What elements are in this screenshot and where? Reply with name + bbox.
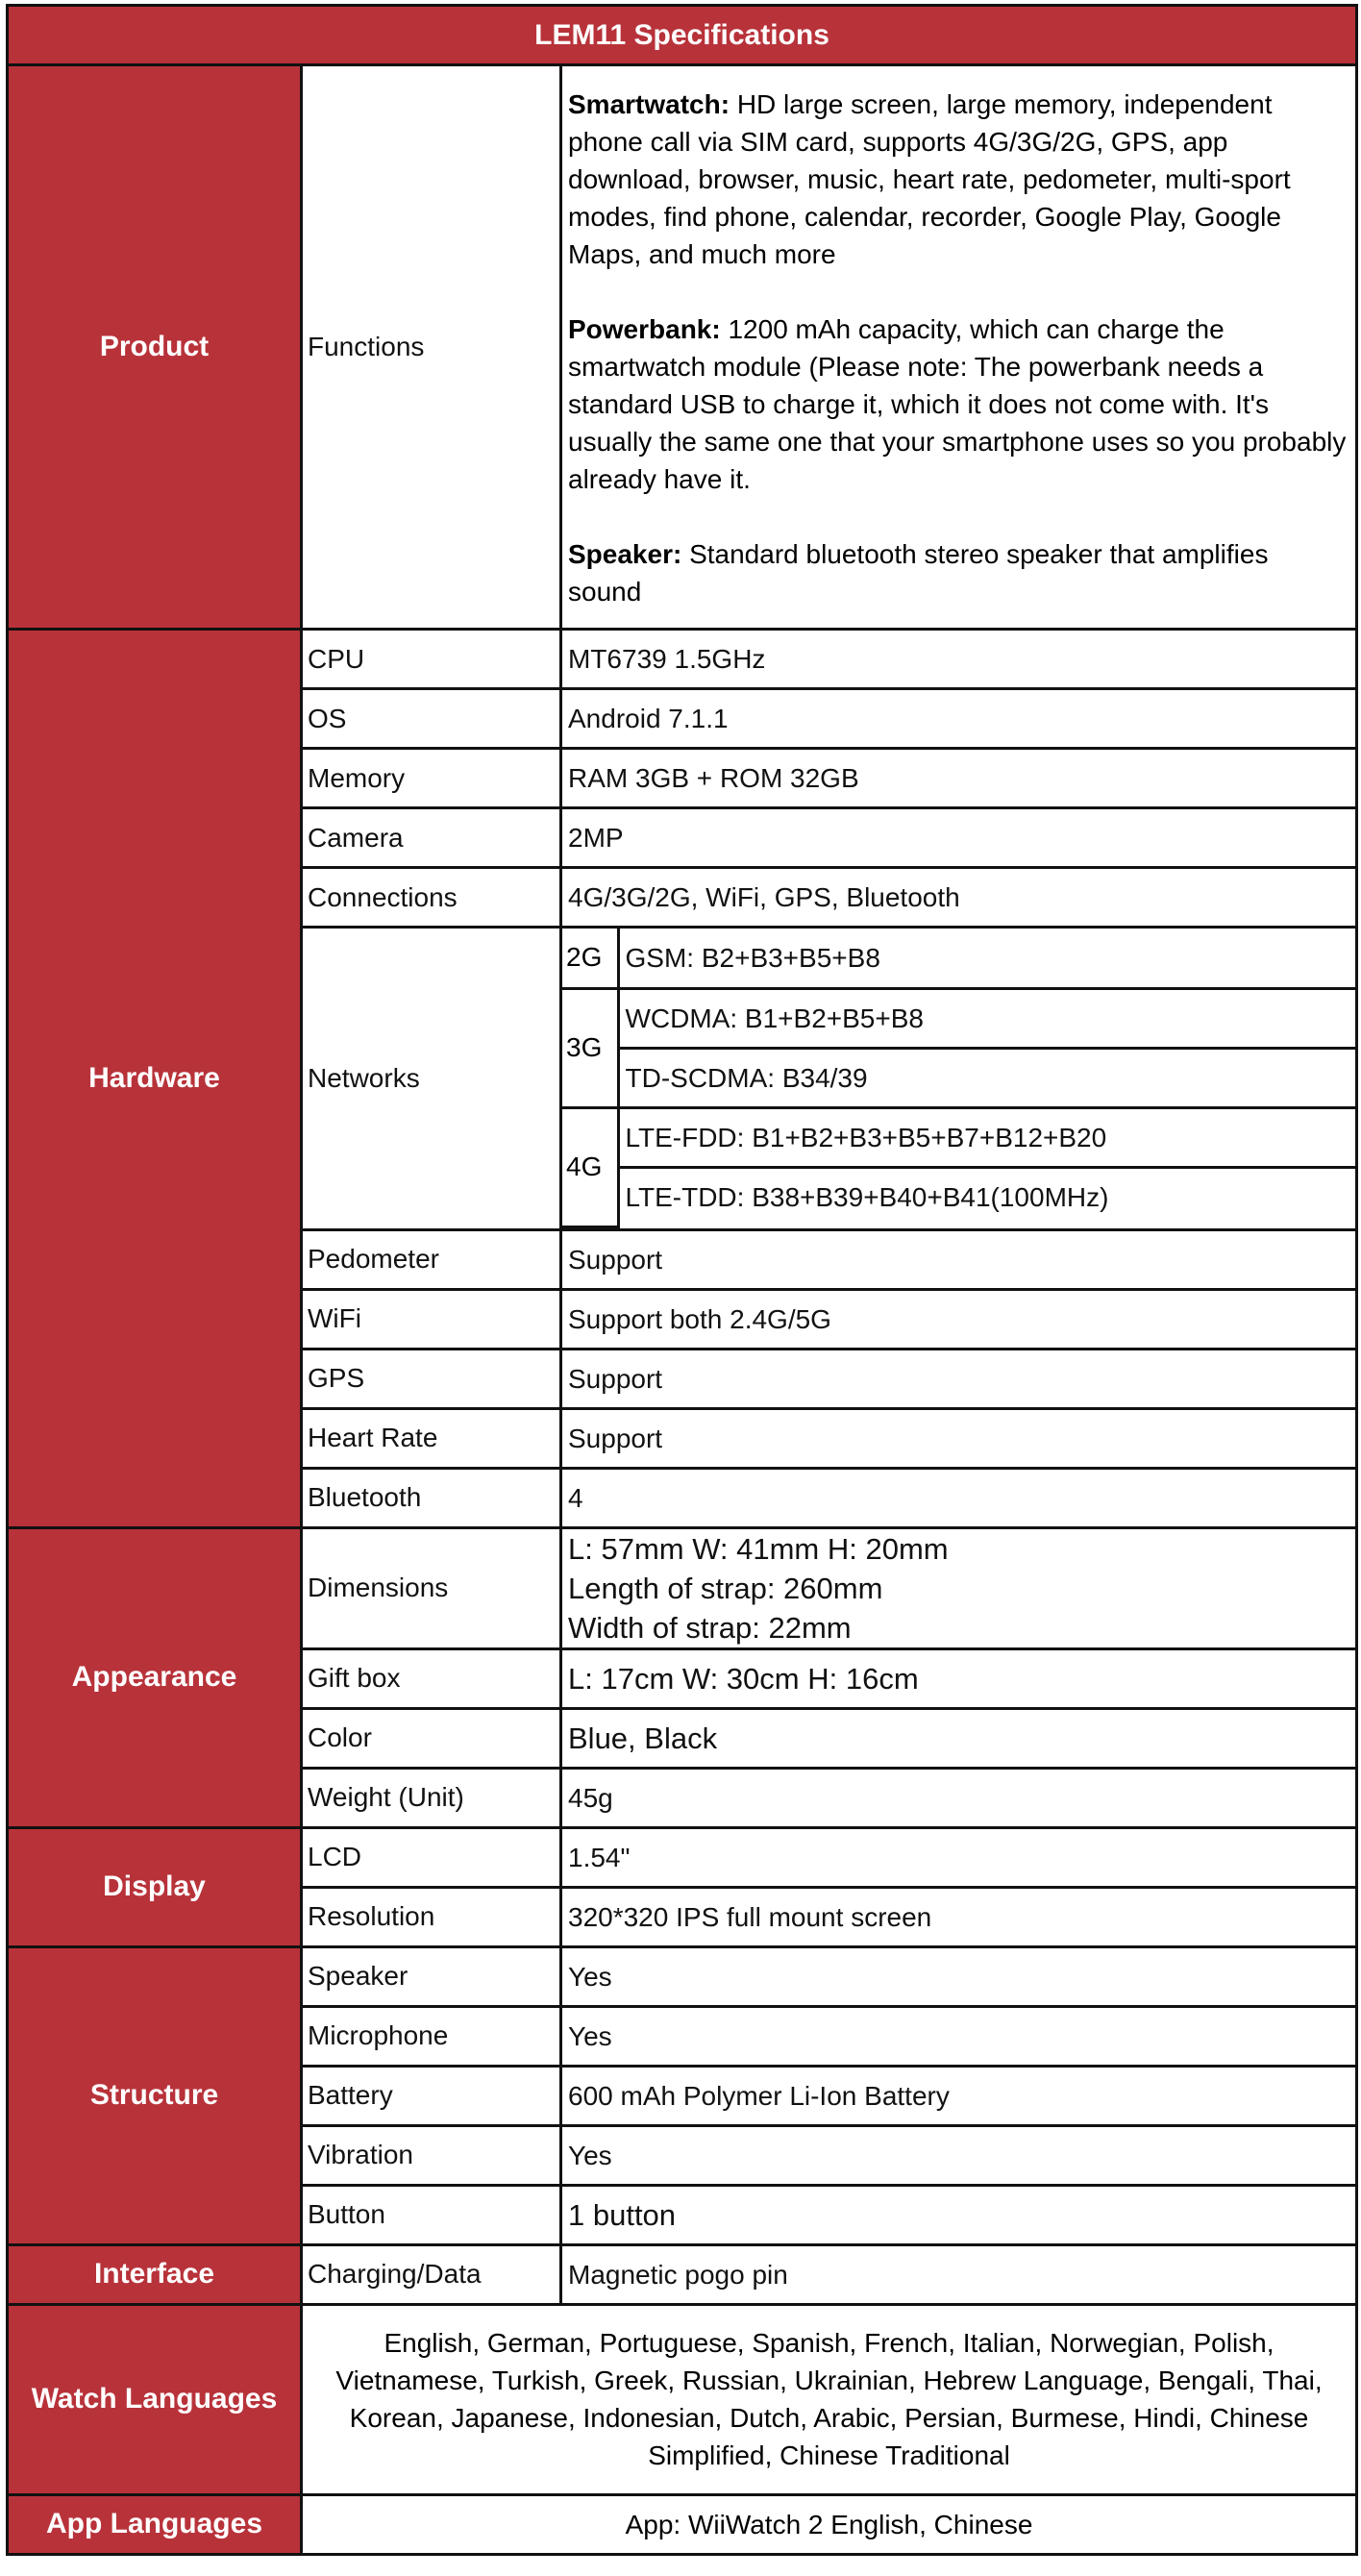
label-connections: Connections bbox=[302, 868, 561, 928]
label-networks: Networks bbox=[302, 928, 561, 1230]
hardware-cpu-row bbox=[8, 630, 1357, 689]
value-connections: 4G/3G/2G, WiFi, GPS, Bluetooth bbox=[561, 868, 1357, 928]
speaker-text: Standard bluetooth stereo speaker that amplifies sound bbox=[568, 539, 1269, 607]
network-3g-td-row bbox=[562, 1048, 1355, 1107]
label-battery: Battery bbox=[302, 2066, 561, 2125]
speaker-paragraph bbox=[568, 535, 1348, 610]
product-functions-row bbox=[8, 65, 1357, 630]
value-wifi: Support both 2.4G/5G bbox=[561, 1289, 1357, 1349]
app-languages-row bbox=[8, 2494, 1357, 2554]
network-4g-fdd-row bbox=[562, 1107, 1355, 1167]
network-4g-tdd: LTE-TDD: B38+B39+B40+B41(100MHz) bbox=[618, 1167, 1355, 1226]
spec-table bbox=[6, 4, 1358, 2556]
category-app-languages: App Languages bbox=[8, 2494, 302, 2554]
network-3g-tdscdma: TD-SCDMA: B34/39 bbox=[618, 1048, 1355, 1107]
display-lcd-row bbox=[8, 1827, 1357, 1887]
label-color: Color bbox=[302, 1708, 561, 1768]
network-4g-fdd: LTE-FDD: B1+B2+B3+B5+B7+B12+B20 bbox=[618, 1107, 1355, 1167]
label-wifi: WiFi bbox=[302, 1289, 561, 1349]
label-gift-box: Gift box bbox=[302, 1648, 561, 1708]
label-bluetooth: Bluetooth bbox=[302, 1468, 561, 1527]
appearance-dimensions-row bbox=[8, 1527, 1357, 1648]
value-os: Android 7.1.1 bbox=[561, 689, 1357, 749]
label-gps: GPS bbox=[302, 1349, 561, 1408]
label-dimensions: Dimensions bbox=[302, 1527, 561, 1648]
category-appearance: Appearance bbox=[8, 1527, 302, 1827]
value-resolution: 320*320 IPS full mount screen bbox=[561, 1887, 1357, 1946]
label-vibration: Vibration bbox=[302, 2125, 561, 2185]
watch-languages-row bbox=[8, 2304, 1357, 2494]
value-weight: 45g bbox=[561, 1768, 1357, 1827]
network-2g-label: 2G bbox=[562, 929, 618, 988]
value-gift-box: L: 17cm W: 30cm H: 16cm bbox=[561, 1648, 1357, 1708]
value-watch-languages: English, German, Portuguese, Spanish, French, Italian, Norwegian, Polish, Vietnamese, Turkish, Greek, Russian, Ukrainian, Hebrew Language, Bengali, Thai, Korean, Japanese, Indonesian, Dutch, Arabic, Persian, Burmese, Hindi, Chinese Simplified, Chinese Traditional bbox=[302, 2304, 1357, 2494]
networks-table bbox=[562, 929, 1355, 1228]
category-structure: Structure bbox=[8, 1946, 302, 2244]
structure-speaker-row bbox=[8, 1946, 1357, 2006]
value-bluetooth: 4 bbox=[561, 1468, 1357, 1527]
value-networks bbox=[561, 928, 1357, 1230]
value-cpu: MT6739 1.5GHz bbox=[561, 630, 1357, 689]
smartwatch-text: HD large screen, large memory, independent phone call via SIM card, supports 4G/3G/2G, GPS, app download, browser, music, heart rate, pedometer, multi-sport modes, find phone, calendar, recorder, Google Play, Google Maps, and much more bbox=[568, 89, 1291, 269]
powerbank-text: 1200 mAh capacity, which can charge the smartwatch module (Please note: The powerbank needs a standard USB to charge it, which it does not come with. It's usually the same one that your smartphone uses so you probably already have it. bbox=[568, 314, 1347, 494]
value-camera: 2MP bbox=[561, 808, 1357, 868]
value-color: Blue, Black bbox=[561, 1708, 1357, 1768]
powerbank-heading: Powerbank: bbox=[568, 314, 721, 344]
dimensions-line-2: Length of strap: 260mm bbox=[568, 1571, 883, 1605]
label-charging: Charging/Data bbox=[302, 2244, 561, 2304]
spec-sheet bbox=[6, 4, 1355, 2556]
value-battery: 600 mAh Polymer Li-Ion Battery bbox=[561, 2066, 1357, 2125]
dimensions-line-3: Width of strap: 22mm bbox=[568, 1610, 852, 1645]
network-2g-gsm: GSM: B2+B3+B5+B8 bbox=[618, 929, 1355, 988]
network-3g-wcdma-row bbox=[562, 988, 1355, 1048]
network-3g-label: 3G bbox=[562, 988, 618, 1107]
label-microphone: Microphone bbox=[302, 2006, 561, 2066]
category-hardware: Hardware bbox=[8, 630, 302, 1528]
powerbank-paragraph bbox=[568, 310, 1348, 498]
network-3g-wcdma: WCDMA: B1+B2+B5+B8 bbox=[618, 988, 1355, 1048]
smartwatch-heading: Smartwatch: bbox=[568, 89, 730, 119]
label-functions: Functions bbox=[302, 65, 561, 630]
network-2g-row bbox=[562, 929, 1355, 988]
value-pedometer: Support bbox=[561, 1229, 1357, 1289]
label-resolution: Resolution bbox=[302, 1887, 561, 1946]
label-lcd: LCD bbox=[302, 1827, 561, 1887]
value-microphone: Yes bbox=[561, 2006, 1357, 2066]
page-title: LEM11 Specifications bbox=[8, 6, 1357, 65]
category-display: Display bbox=[8, 1827, 302, 1946]
smartwatch-paragraph bbox=[568, 86, 1348, 273]
value-vibration: Yes bbox=[561, 2125, 1357, 2185]
label-camera: Camera bbox=[302, 808, 561, 868]
label-speaker: Speaker bbox=[302, 1946, 561, 2006]
label-heart-rate: Heart Rate bbox=[302, 1408, 561, 1468]
value-dimensions bbox=[561, 1527, 1357, 1648]
value-speaker: Yes bbox=[561, 1946, 1357, 2006]
label-button: Button bbox=[302, 2185, 561, 2244]
network-4g-tdd-row bbox=[562, 1167, 1355, 1226]
speaker-heading: Speaker: bbox=[568, 539, 682, 569]
value-functions bbox=[561, 65, 1357, 630]
title-row bbox=[8, 6, 1357, 65]
label-cpu: CPU bbox=[302, 630, 561, 689]
label-weight: Weight (Unit) bbox=[302, 1768, 561, 1827]
value-charging: Magnetic pogo pin bbox=[561, 2244, 1357, 2304]
value-app-languages: App: WiiWatch 2 English, Chinese bbox=[302, 2494, 1357, 2554]
category-interface: Interface bbox=[8, 2244, 302, 2304]
value-lcd: 1.54" bbox=[561, 1827, 1357, 1887]
dimensions-line-1: L: 57mm W: 41mm H: 20mm bbox=[568, 1531, 949, 1566]
label-pedometer: Pedometer bbox=[302, 1229, 561, 1289]
network-4g-label: 4G bbox=[562, 1107, 618, 1226]
category-watch-languages: Watch Languages bbox=[8, 2304, 302, 2494]
category-product: Product bbox=[8, 65, 302, 630]
label-memory: Memory bbox=[302, 749, 561, 808]
label-os: OS bbox=[302, 689, 561, 749]
value-button: 1 button bbox=[561, 2185, 1357, 2244]
value-heart-rate: Support bbox=[561, 1408, 1357, 1468]
interface-row bbox=[8, 2244, 1357, 2304]
value-gps: Support bbox=[561, 1349, 1357, 1408]
value-memory: RAM 3GB + ROM 32GB bbox=[561, 749, 1357, 808]
